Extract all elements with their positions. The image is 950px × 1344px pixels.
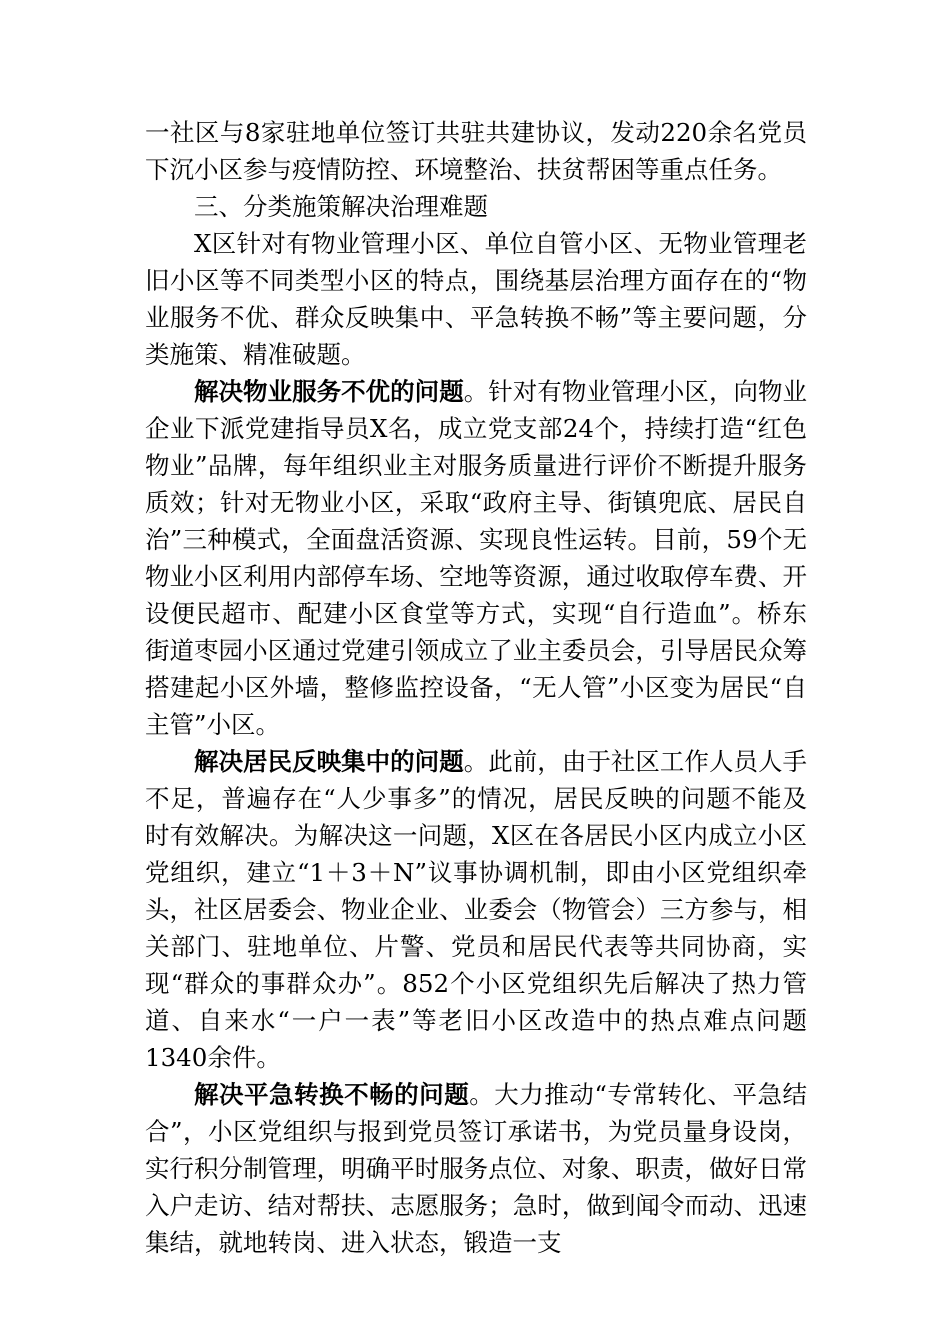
property-service-paragraph: [145, 373, 807, 743]
emergency-transition-paragraph: [145, 1076, 807, 1261]
paragraph-lead: 解决物业服务不优的问题: [194, 377, 464, 406]
paragraph-text: 。大力推动“专常转化、平急结合”，小区党组织与报到党员签订承诺书，为党员量身设岗，实行积分制管理，明确平时服务点位、对象、职责，做好日常入户走访、结对帮扶、志愿服务；急时，做到闻令而动、迅速集结，就地转岗、进入状态，锻造一支: [145, 1080, 807, 1257]
resident-feedback-paragraph: [145, 743, 807, 1076]
paragraph-lead: 解决居民反映集中的问题: [194, 747, 464, 776]
body-paragraph: X区针对有物业管理小区、单位自管小区、无物业管理老旧小区等不同类型小区的特点，围绕基层治理方面存在的“物业服务不优、群众反映集中、平急转换不畅”等主要问题，分类施策、精准破题。: [145, 229, 807, 369]
paragraph-text: 。针对有物业管理小区，向物业企业下派党建指导员X名，成立党支部24个，持续打造“红色物业”品牌，每年组织业主对服务质量进行评价不断提升服务质效；针对无物业小区，采取“政府主导、街镇兜底、居民自治”三种模式，全面盘活资源、实现良性运转。目前，59个无物业小区利用内部停车场、空地等资源，通过收取停车费、开设便民超市、配建小区食堂等方式，实现“自行造血”。桥东街道枣园小区通过党建引领成立了业主委员会，引导居民众筹搭建起小区外墙，整修监控设备，“无人管”小区变为居民“自主管”小区。: [145, 377, 808, 739]
paragraph-lead: 解决平急转换不畅的问题: [194, 1080, 470, 1109]
section-heading: 三、分类施策解决治理难题: [194, 192, 488, 221]
document-body: [145, 114, 807, 1261]
continuation-paragraph: 一社区与8家驻地单位签订共驻共建协议，发动220余名党员下沉小区参与疫情防控、环境整治、扶贫帮困等重点任务。: [145, 118, 807, 184]
paragraph-text: 。此前，由于社区工作人员人手不足，普遍存在“人少事多”的情况，居民反映的问题不能及时有效解决。为解决这一问题，X区在各居民小区内成立小区党组织，建立“1＋3＋N”议事协调机制，即由小区党组织牵头，社区居委会、物业企业、业委会（物管会）三方参与，相关部门、驻地单位、片警、党员和居民代表等共同协商，实现“群众的事群众办”。852个小区党组织先后解决了热力管道、自来水“一户一表”等老旧小区改造中的热点难点问题1340余件。: [145, 747, 808, 1072]
